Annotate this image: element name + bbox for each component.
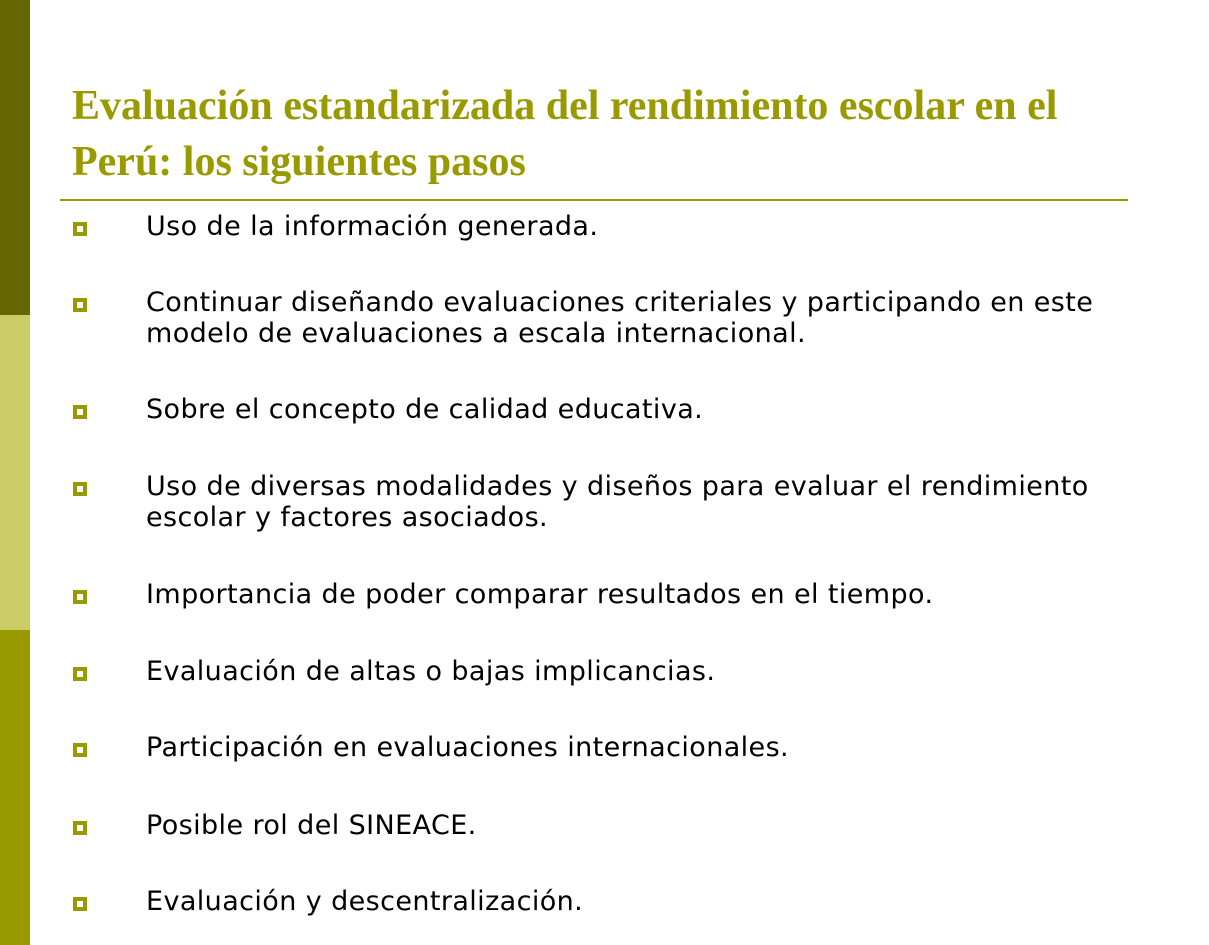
sidebar-band-middle: [0, 315, 30, 630]
list-item-text: Posible rol del SINEACE.: [146, 810, 477, 841]
hollow-square-bullet-icon: [73, 590, 87, 604]
list-item-text: Importancia de poder comparar resultados en el tiempo.: [146, 579, 934, 610]
hollow-square-bullet-icon: [73, 298, 87, 312]
hollow-square-bullet-icon: [73, 743, 87, 757]
list-item-text: Uso de la información generada.: [146, 211, 599, 242]
list-item-text: Evaluación de altas o bajas implicancias.: [146, 656, 716, 687]
hollow-square-bullet-icon: [73, 821, 87, 835]
sidebar-band-top: [0, 0, 30, 315]
slide-title: Evaluación estandarizada del rendimiento escolar en el Perú: los siguientes pasos: [72, 83, 1058, 185]
hollow-square-bullet-icon: [73, 405, 87, 419]
list-item-text: Sobre el concepto de calidad educativa.: [146, 394, 704, 425]
hollow-square-bullet-icon: [73, 482, 87, 496]
hollow-square-bullet-icon: [73, 667, 87, 681]
hollow-square-bullet-icon: [73, 222, 87, 236]
hollow-square-bullet-icon: [73, 897, 87, 911]
title-divider: [60, 199, 1128, 201]
list-item-text: Participación en evaluaciones internacionales.: [146, 732, 790, 763]
list-item-text: Evaluación y descentralización.: [146, 886, 584, 917]
list-item-text: Continuar diseñando evaluaciones criteriales y participando en este modelo de evaluaciones a escala internacional.: [146, 287, 1094, 349]
sidebar-band-bottom: [0, 630, 30, 945]
list-item-text: Uso de diversas modalidades y diseños para evaluar el rendimiento escolar y factores asociados.: [146, 471, 1089, 533]
